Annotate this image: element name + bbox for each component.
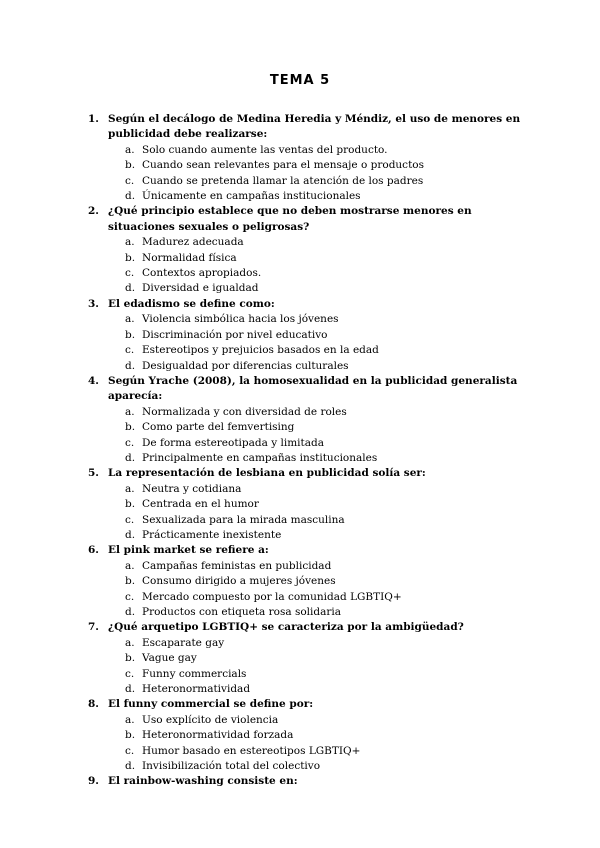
question-number: 5. xyxy=(88,467,99,480)
question-list xyxy=(88,112,528,790)
option-item xyxy=(88,528,528,543)
option-letter: d. xyxy=(125,282,136,295)
option-item xyxy=(88,312,528,327)
option-letter: b. xyxy=(125,251,136,264)
option-text: Diversidad e igualdad xyxy=(142,282,259,295)
page-title: TEMA 5 xyxy=(269,73,331,88)
option-text: Principalmente en campañas institucionales xyxy=(142,451,378,464)
option-item xyxy=(88,744,528,759)
question-text: El edadismo se define como: xyxy=(108,297,275,310)
option-item xyxy=(88,359,528,374)
option-list xyxy=(88,482,528,544)
option-text: Heteronormatividad forzada xyxy=(142,729,294,742)
option-item xyxy=(88,636,528,651)
question-number: 1. xyxy=(88,113,99,125)
option-item xyxy=(88,497,528,512)
question-heading xyxy=(88,204,528,235)
question-text: Según el decálogo de Medina Heredia y Méndiz, el uso de menores en publicidad debe realizarse: xyxy=(108,113,521,141)
option-letter: a. xyxy=(125,313,135,326)
option-text: Madurez adecuada xyxy=(142,236,244,249)
question-text: El rainbow-washing consiste en: xyxy=(108,775,298,788)
option-list xyxy=(88,143,528,205)
question-9 xyxy=(88,774,528,789)
option-text: Como parte del femvertising xyxy=(142,421,295,434)
option-list xyxy=(88,405,528,467)
question-text: El pink market se refiere a: xyxy=(108,544,269,557)
option-letter: b. xyxy=(125,652,136,665)
option-letter: a. xyxy=(125,405,135,418)
option-letter: d. xyxy=(125,528,136,541)
option-text: Cuando se pretenda llamar la atención de los padres xyxy=(142,174,424,187)
option-text: Productos con etiqueta rosa solidaria xyxy=(142,606,342,618)
question-heading xyxy=(88,620,528,635)
option-item xyxy=(88,405,528,420)
option-item xyxy=(88,590,528,605)
option-text: Cuando sean relevantes para el mensaje o productos xyxy=(142,159,424,172)
option-letter: d. xyxy=(125,190,136,203)
option-letter: b. xyxy=(125,575,136,588)
option-item xyxy=(88,328,528,343)
option-list xyxy=(88,235,528,297)
option-letter: b. xyxy=(125,328,136,341)
option-item xyxy=(88,420,528,435)
option-letter: d. xyxy=(125,359,136,372)
option-item xyxy=(88,143,528,158)
question-8 xyxy=(88,697,528,774)
option-item xyxy=(88,251,528,266)
option-text: De forma estereotipada y limitada xyxy=(142,436,324,449)
option-list xyxy=(88,636,528,698)
option-letter: c. xyxy=(125,590,135,603)
option-item xyxy=(88,559,528,574)
option-letter: d. xyxy=(125,606,136,618)
option-letter: a. xyxy=(125,559,135,572)
option-letter: d. xyxy=(125,683,136,696)
question-4 xyxy=(88,374,528,466)
question-number: 4. xyxy=(88,374,99,387)
question-heading xyxy=(88,697,528,712)
question-heading xyxy=(88,297,528,312)
option-item xyxy=(88,266,528,281)
question-6 xyxy=(88,543,528,620)
option-list xyxy=(88,312,528,374)
option-letter: a. xyxy=(125,482,135,495)
option-list xyxy=(88,559,528,621)
option-item xyxy=(88,482,528,497)
option-item xyxy=(88,281,528,296)
option-list xyxy=(88,713,528,775)
option-item xyxy=(88,174,528,189)
question-3 xyxy=(88,297,528,374)
question-number: 9. xyxy=(88,775,99,788)
option-letter: a. xyxy=(125,713,135,726)
option-item xyxy=(88,574,528,589)
question-1 xyxy=(88,112,528,204)
option-text: Sexualizada para la mirada masculina xyxy=(142,513,345,526)
option-item xyxy=(88,682,528,697)
option-text: Normalidad física xyxy=(142,251,237,264)
option-text: Consumo dirigido a mujeres jóvenes xyxy=(142,575,336,588)
option-letter: c. xyxy=(125,174,135,187)
option-text: Únicamente en campañas institucionales xyxy=(142,190,361,203)
option-item xyxy=(88,651,528,666)
option-letter: c. xyxy=(125,344,135,357)
option-item xyxy=(88,728,528,743)
option-letter: a. xyxy=(125,636,135,649)
question-number: 2. xyxy=(88,205,99,218)
question-text: ¿Qué principio establece que no deben mostrarse menores en situaciones sexuales o peligrosas? xyxy=(108,205,472,233)
option-text: Vague gay xyxy=(142,652,197,665)
question-heading xyxy=(88,466,528,481)
option-letter: c. xyxy=(125,667,135,680)
option-item xyxy=(88,158,528,173)
option-text: Contextos apropiados. xyxy=(142,267,262,280)
option-text: Normalizada y con diversidad de roles xyxy=(142,405,347,418)
question-number: 3. xyxy=(88,297,99,310)
question-heading xyxy=(88,112,528,143)
option-letter: b. xyxy=(125,159,136,172)
question-text: El funny commercial se define por: xyxy=(108,698,314,711)
option-text: Solo cuando aumente las ventas del producto. xyxy=(142,143,388,156)
option-text: Invisibilización total del colectivo xyxy=(142,760,321,773)
option-letter: d. xyxy=(125,760,136,773)
option-letter: c. xyxy=(125,744,135,757)
question-number: 6. xyxy=(88,544,99,557)
option-item xyxy=(88,451,528,466)
question-number: 7. xyxy=(88,621,99,634)
question-text: ¿Qué arquetipo LGBTIQ+ se caracteriza por la ambigüedad? xyxy=(108,621,464,634)
option-item xyxy=(88,235,528,250)
option-text: Violencia simbólica hacia los jóvenes xyxy=(142,313,339,326)
option-letter: b. xyxy=(125,421,136,434)
option-text: Centrada en el humor xyxy=(142,498,259,511)
option-text: Prácticamente inexistente xyxy=(142,528,282,541)
option-item xyxy=(88,605,528,620)
option-item xyxy=(88,343,528,358)
option-text: Funny commercials xyxy=(142,667,247,680)
option-text: Campañas feministas en publicidad xyxy=(142,559,332,572)
option-item xyxy=(88,713,528,728)
option-text: Uso explícito de violencia xyxy=(142,713,279,726)
option-letter: a. xyxy=(125,143,135,156)
question-heading xyxy=(88,774,528,789)
option-item xyxy=(88,513,528,528)
question-2 xyxy=(88,204,528,296)
option-text: Heteronormatividad xyxy=(142,683,251,696)
option-text: Desigualdad por diferencias culturales xyxy=(142,359,349,372)
option-letter: b. xyxy=(125,498,136,511)
question-text: Según Yrache (2008), la homosexualidad en la publicidad generalista aparecía: xyxy=(108,374,518,403)
option-text: Mercado compuesto por la comunidad LGBTIQ+ xyxy=(142,590,402,603)
option-letter: b. xyxy=(125,729,136,742)
question-heading xyxy=(88,543,528,558)
option-text: Estereotipos y prejuicios basados en la edad xyxy=(142,344,379,357)
option-text: Humor basado en estereotipos LGBTIQ+ xyxy=(142,744,361,757)
question-5 xyxy=(88,466,528,543)
question-number: 8. xyxy=(88,698,99,711)
question-text: La representación de lesbiana en publicidad solía ser: xyxy=(108,467,426,480)
option-item xyxy=(88,759,528,774)
option-item xyxy=(88,189,528,204)
option-letter: a. xyxy=(125,236,135,249)
option-letter: c. xyxy=(125,436,135,449)
option-item xyxy=(88,436,528,451)
question-heading xyxy=(88,374,528,405)
option-text: Escaparate gay xyxy=(142,636,225,649)
option-letter: c. xyxy=(125,513,135,526)
option-letter: c. xyxy=(125,267,135,280)
option-text: Discriminación por nivel educativo xyxy=(142,328,328,341)
option-item xyxy=(88,667,528,682)
option-text: Neutra y cotidiana xyxy=(142,482,242,495)
question-7 xyxy=(88,620,528,697)
option-letter: d. xyxy=(125,451,136,464)
